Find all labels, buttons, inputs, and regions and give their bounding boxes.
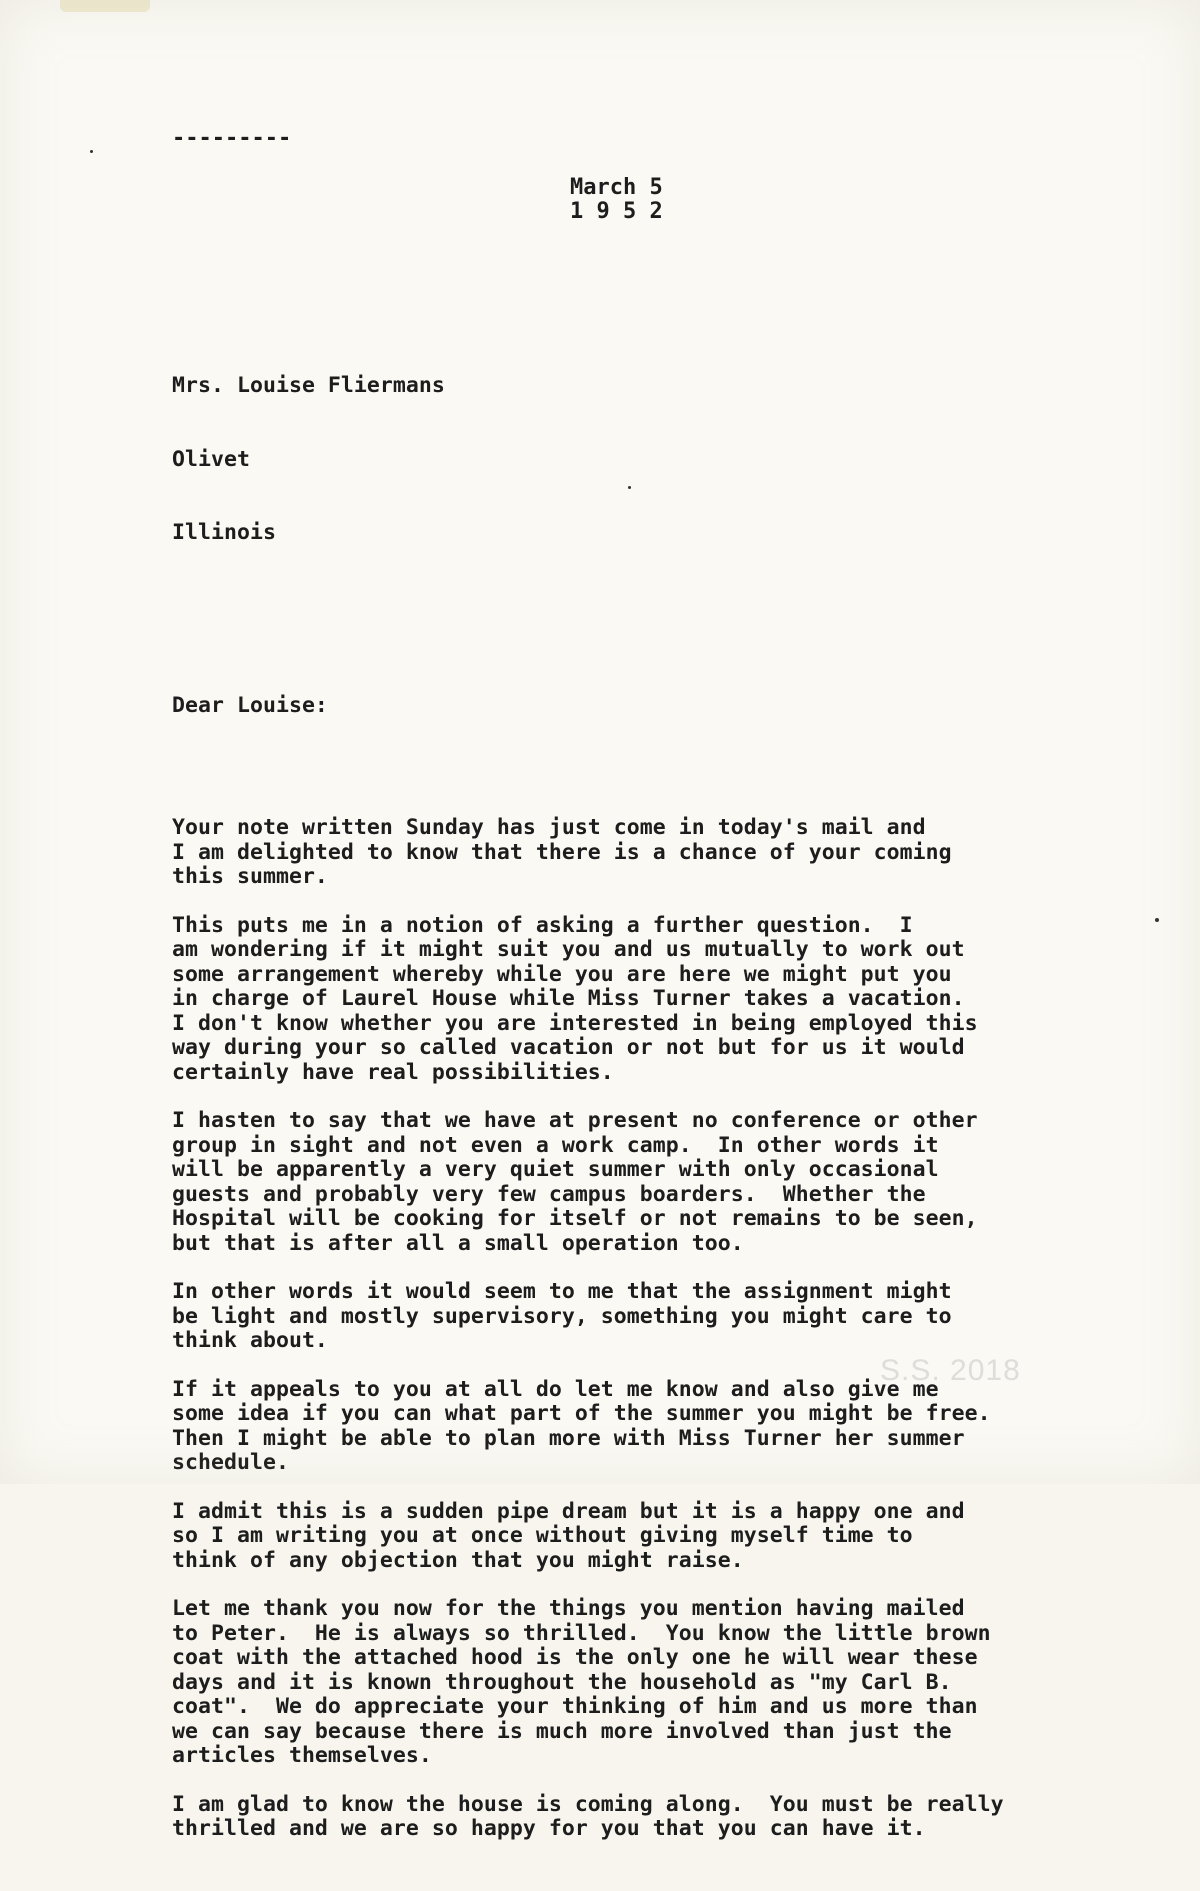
date-month-day: March 5: [570, 175, 663, 200]
header-dash-line: ---------: [172, 126, 292, 151]
paragraph-line: Hospital will be cooking for itself or not remains to be seen,: [172, 1206, 978, 1231]
paragraph-line: way during your so called vacation or not but for us it would: [172, 1035, 965, 1060]
watermark-text: S.S. 2018: [880, 1354, 1021, 1387]
letter-paragraph: [172, 1378, 1072, 1476]
letter-paragraph: [172, 1109, 1072, 1256]
paragraph-line: to Peter. He is always so thrilled. You know the little brown: [172, 1620, 991, 1646]
paragraph-line: I admit this is a sudden pipe dream but it is a happy one and: [172, 1498, 965, 1524]
paragraph-line: be light and mostly supervisory, something you might care to: [172, 1303, 952, 1329]
letter-paragraph: [172, 816, 1072, 890]
paragraph-line: articles themselves.: [172, 1743, 432, 1768]
letter-paragraph: [172, 1500, 1072, 1574]
paragraph-line: I don't know whether you are interested in being employed this: [172, 1010, 978, 1036]
paragraph-line: Then I might be able to plan more with Miss Turner her summer: [172, 1425, 965, 1451]
paragraph-line: some idea if you can what part of the summer you might be free.: [172, 1401, 991, 1426]
recipient-address: [172, 325, 1072, 595]
paragraph-line: days and it is known throughout the household as "my Carl B.: [172, 1669, 952, 1695]
paragraph-line: coat". We do appreciate your thinking of him and us more than: [172, 1694, 978, 1719]
paragraph-line: I am delighted to know that there is a chance of your coming: [172, 839, 952, 865]
paragraph-line: schedule.: [172, 1450, 289, 1475]
address-line: Mrs. Louise Fliermans: [172, 373, 445, 398]
paragraph-line: guests and probably very few campus boarders. Whether the: [172, 1181, 926, 1207]
paragraph-line: coat with the attached hood is the only one he will wear these: [172, 1645, 978, 1670]
paragraph-line: this summer.: [172, 864, 328, 889]
letter-paragraphs: [172, 816, 1072, 1842]
salutation: Dear Louise:: [172, 693, 328, 718]
paragraph-line: In other words it would seem to me that the assignment might: [172, 1279, 952, 1304]
tape-mark: [60, 0, 150, 12]
ink-speck: [1155, 918, 1159, 922]
ink-speck: [628, 486, 631, 489]
paragraph-line: Your note written Sunday has just come in today's mail and: [172, 815, 926, 840]
paragraph-line: Let me thank you now for the things you mention having mailed: [172, 1596, 965, 1621]
paragraph-line: I hasten to say that we have at present no conference or other: [172, 1108, 978, 1133]
paragraph-line: but that is after all a small operation too.: [172, 1230, 744, 1256]
letter-paragraph: [172, 1597, 1072, 1769]
paragraph-line: I am glad to know the house is coming along. You must be really: [172, 1791, 1004, 1817]
paragraph-line: thrilled and we are so happy for you that you can have it.: [172, 1816, 926, 1841]
paragraph-line: This puts me in a notion of asking a further question. I: [172, 912, 913, 938]
address-line: Olivet: [172, 446, 250, 472]
paragraph-line: we can say because there is much more involved than just the: [172, 1718, 952, 1744]
paragraph-line: some arrangement whereby while you are here we might put you: [172, 961, 952, 987]
paragraph-line: group in sight and not even a work camp. In other words it: [172, 1132, 939, 1158]
paragraph-line: am wondering if it might suit you and us mutually to work out: [172, 937, 965, 962]
letter-body: [172, 276, 1072, 1891]
paragraph-line: think of any objection that you might raise.: [172, 1547, 744, 1573]
ink-speck: [90, 150, 93, 153]
letter-paragraph: [172, 1793, 1072, 1842]
paragraph-line: certainly have real possibilities.: [172, 1059, 614, 1085]
paragraph-line: If it appeals to you at all do let me know and also give me: [172, 1376, 939, 1402]
address-line: Illinois: [172, 520, 276, 545]
paragraph-line: think about.: [172, 1328, 328, 1353]
paragraph-line: in charge of Laurel House while Miss Turner takes a vacation.: [172, 986, 965, 1011]
letter-paragraph: [172, 914, 1072, 1086]
letter-paragraph: [172, 1280, 1072, 1354]
date-block: [570, 176, 663, 224]
paragraph-line: will be apparently a very quiet summer with only occasional: [172, 1157, 939, 1182]
paragraph-line: so I am writing you at once without giving myself time to: [172, 1523, 913, 1548]
date-year: 1 9 5 2: [570, 199, 663, 224]
